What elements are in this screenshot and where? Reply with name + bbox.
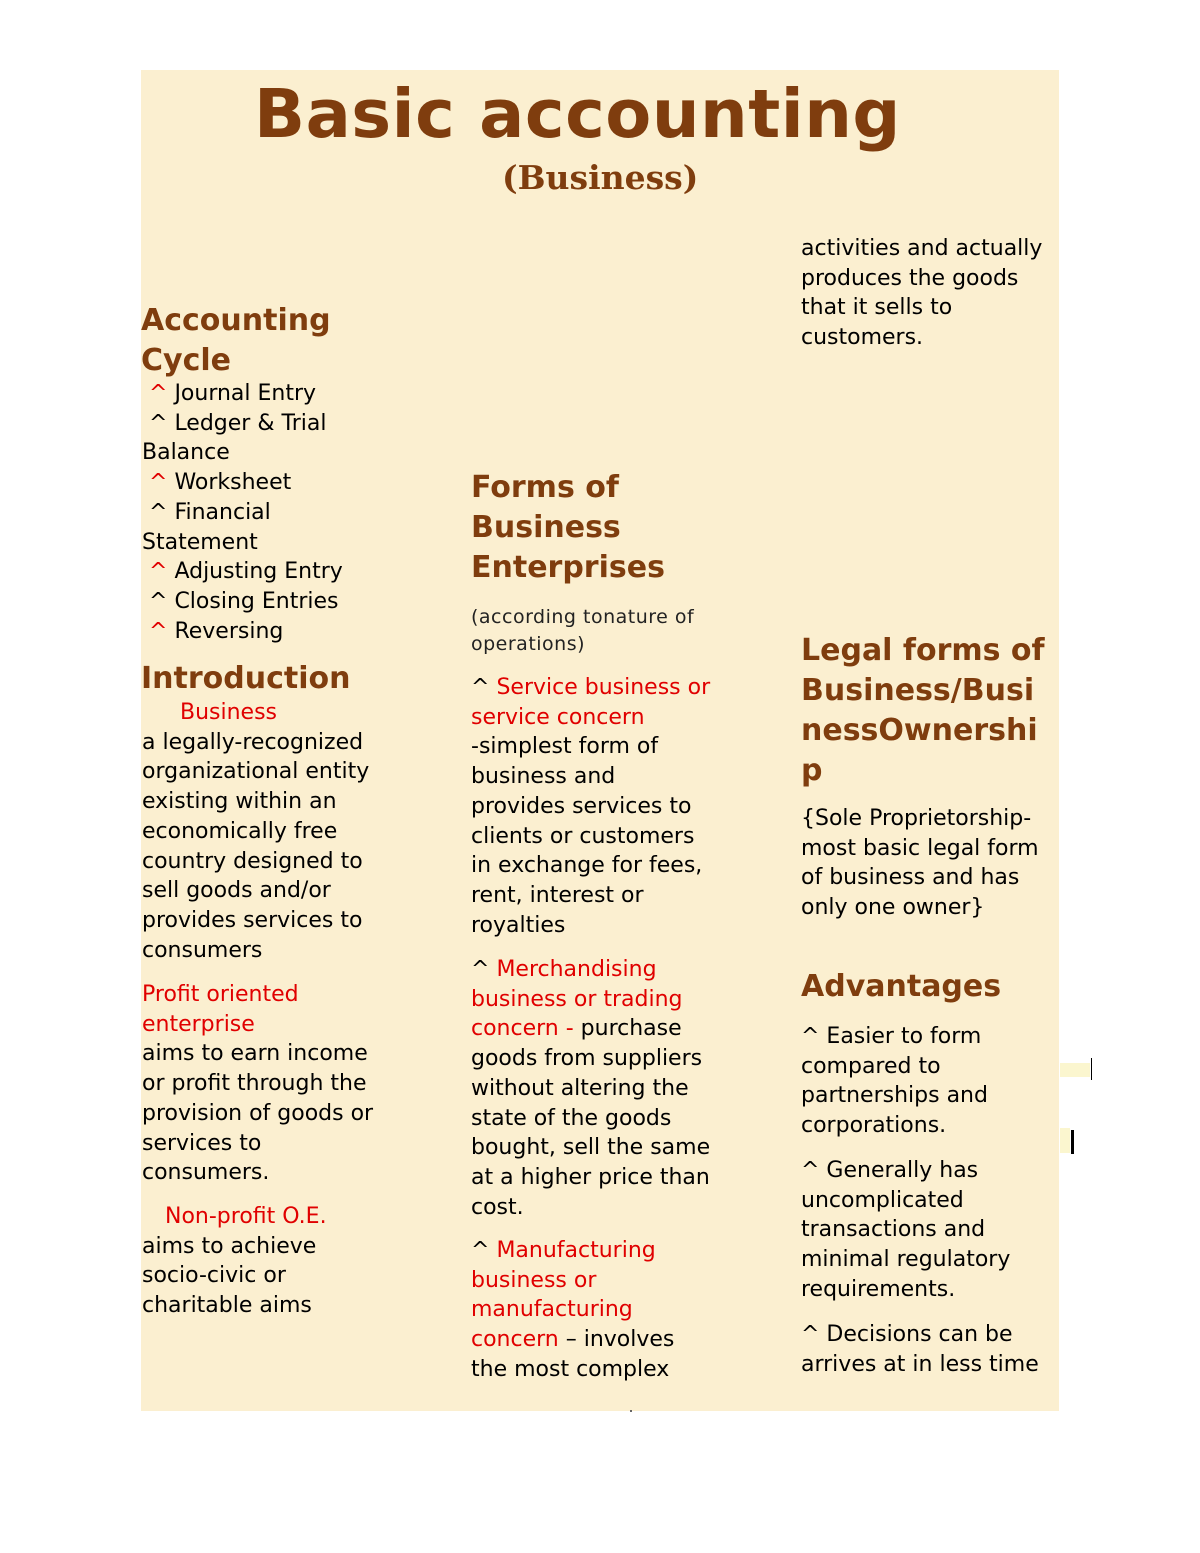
manufacturing-continued [801,234,1042,353]
text-line: of business and has [801,865,1020,891]
list-item [142,587,343,617]
text-line: corporations. [801,1113,947,1139]
text-line: provides services to [142,907,363,933]
page-title: Basic accounting [254,75,901,153]
page-subtitle: (Business) [502,158,699,197]
text-line: without altering the [471,1075,689,1101]
text-line: charitable aims [142,1293,312,1319]
list-item [142,617,343,647]
item-text: Financial [174,499,271,525]
merchandising-business-block [471,955,710,1222]
manuf-term: business or [471,1267,597,1293]
list-item [142,528,343,558]
text-line: or profit through the [142,1071,367,1097]
text-line: ^ Easier to form [801,1024,982,1049]
text-line: {Sole Proprietorship- [801,806,1032,831]
list-item [142,379,343,409]
advantage-item [801,1320,1039,1379]
heading-line: Enterprises [471,550,665,585]
text-line: that it sells to [801,295,953,321]
text-line: requirements. [801,1276,956,1302]
manufacturing-business-block [471,1236,674,1385]
forms-of-business-heading [471,468,665,588]
text-line: aims to achieve [142,1233,317,1259]
merch-term: Merchandising [496,957,657,982]
text-cursor-mark [1071,1130,1074,1154]
item-text: Worksheet [174,470,292,496]
text-line: organizational entity [142,759,370,785]
manuf-term: manufacturing [471,1297,633,1323]
text-line: ^ Decisions can be [801,1322,1013,1347]
manuf-term: Manufacturing [496,1238,656,1263]
text-line: consumers. [142,1160,270,1186]
legal-forms-heading [801,631,1045,791]
heading-line: Business [471,510,621,545]
text-line: partnerships and [801,1083,988,1109]
text-line: existing within an [142,789,337,815]
text-line: country designed to [142,848,363,874]
accounting-cycle-heading [141,301,331,381]
caret-icon: ^ [149,410,168,436]
text-line: clients or customers [471,823,695,849]
profit-term: enterprise [142,1011,255,1037]
text-line: a legally-recognized [142,729,364,755]
introduction-heading: Introduction [141,661,351,696]
text-line: cost. [471,1194,524,1220]
stray-dot [630,1410,632,1412]
item-text: Reversing [174,618,284,644]
text-line: arrives at in less time [801,1351,1039,1377]
profit-oriented-block [142,980,373,1188]
text-line: provision of goods or [142,1100,374,1126]
text-line: royalties [471,912,566,938]
text-line: only one owner} [801,895,985,921]
service-business-block [471,673,710,940]
text-line: minimal regulatory [801,1247,1011,1273]
list-item [142,409,343,439]
text-line: produces the goods [801,265,1019,291]
item-text: Journal Entry [174,381,317,406]
text-line: – involves [565,1327,675,1353]
heading-line: Cycle [141,343,231,378]
merch-term: business or trading [471,986,683,1012]
accounting-cycle-list [142,379,343,646]
text-line: state of the goods [471,1105,672,1131]
item-text: Ledger & Trial [174,410,327,436]
service-term: service concern [471,704,645,730]
list-item [142,498,343,528]
list-item [142,438,343,468]
text-line: rent, interest or [471,882,644,908]
text-line: purchase [580,1016,682,1042]
profit-term: Profit oriented [142,982,299,1007]
nonprofit-term: Non-profit O.E. [165,1204,327,1229]
heading-line: nessOwnershi [801,713,1038,748]
text-line: activities and actually [801,236,1043,261]
non-profit-block [142,1202,327,1321]
text-line: economically free [142,818,338,844]
heading-line: Forms of [471,470,619,505]
business-term: Business [180,700,278,725]
heading-line: Legal forms of [801,633,1045,668]
highlight-mark [1060,1128,1070,1153]
sole-proprietorship-note [801,804,1039,923]
text-line: uncomplicated [801,1187,964,1213]
text-line: provides services to [471,793,692,819]
text-line: ^ Generally has [801,1158,979,1183]
caret-icon: ^ [149,559,168,585]
heading-line: p [801,753,823,788]
text-line: goods from suppliers [471,1046,703,1072]
list-item [142,557,343,587]
text-line: consumers [142,937,263,963]
text-line: -simplest form of [471,734,659,760]
introduction-body [142,698,369,965]
caret-icon: ^ [149,470,168,496]
item-text: Adjusting Entry [174,559,343,585]
text-line: transactions and [801,1217,986,1243]
text-line: services to [142,1130,262,1156]
advantage-item [801,1022,988,1141]
list-item [142,468,343,498]
caret-icon: ^ [149,499,168,525]
caret-icon: ^ [149,618,168,644]
text-line: most basic legal form [801,835,1039,861]
item-text: Balance [142,440,230,466]
advantage-item [801,1156,1010,1305]
caret-icon: ^ [471,675,490,700]
text-line: in exchange for fees, [471,853,703,879]
text-line: operations) [471,633,586,655]
forms-note [471,604,694,658]
advantages-heading: Advantages [801,969,1002,1004]
text-cursor-mark [1091,1058,1092,1080]
highlight-mark [1060,1063,1090,1077]
heading-line: Accounting [141,303,331,338]
caret-icon: ^ [149,381,168,406]
item-text: Closing Entries [174,588,339,614]
text-line: customers. [801,325,924,351]
item-text: Statement [142,529,258,555]
manuf-term: concern [471,1327,559,1353]
caret-icon: ^ [471,957,490,982]
merch-term: concern - [471,1016,574,1042]
text-line: aims to earn income [142,1041,368,1067]
text-line: socio-civic or [142,1263,286,1289]
caret-icon: ^ [149,588,168,614]
text-line: (according tonature of [471,606,695,628]
text-line: business and [471,764,616,790]
text-line: sell goods and/or [142,878,331,904]
text-line: the most complex [471,1356,670,1382]
caret-icon: ^ [471,1238,490,1263]
heading-line: Business/Busi [801,673,1035,708]
service-term: Service business or [496,675,711,700]
text-line: compared to [801,1053,941,1079]
text-line: bought, sell the same [471,1135,711,1161]
text-line: at a higher price than [471,1164,710,1190]
